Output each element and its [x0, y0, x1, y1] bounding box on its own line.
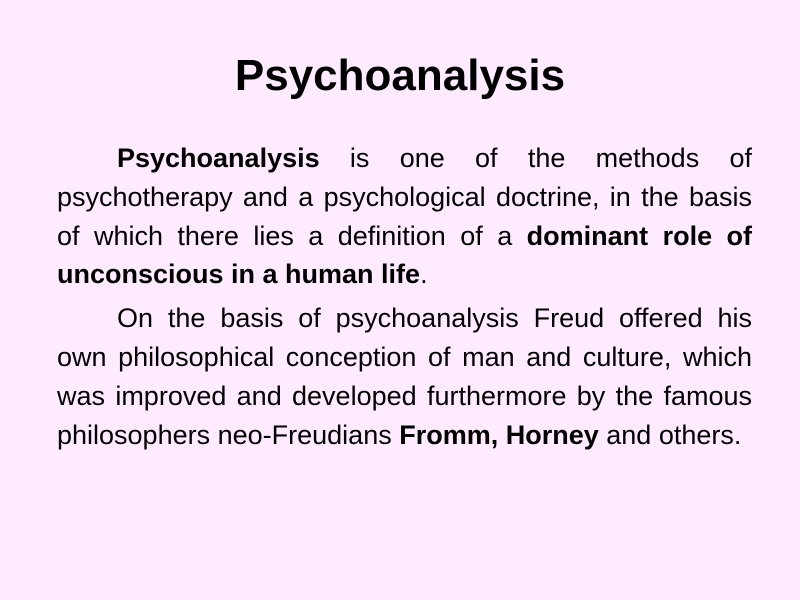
freud-text: On the basis of psychoanalysis Freud offered his own philosophical conception of man and culture, which was improved and developed furthermore by the famous philosophers neo-Freudians [57, 303, 752, 450]
definition-end: . [420, 259, 428, 290]
neo-freudian-names: Fromm, Horney [399, 419, 599, 450]
freud-text-end: and others. [598, 419, 742, 450]
slide-body [57, 139, 752, 454]
paragraph-definition [57, 139, 752, 294]
slide-title: Psychoanalysis [234, 51, 566, 100]
dominant-role-phrase: dominant role of unconscious in a human life [57, 220, 752, 290]
term-psychoanalysis: Psychoanalysis [117, 143, 320, 173]
definition-text: is one of the methods of psychotherapy and a psychological doctrine, in the basis of which there lies a definition of a [57, 143, 752, 251]
paragraph-freud [57, 299, 752, 454]
